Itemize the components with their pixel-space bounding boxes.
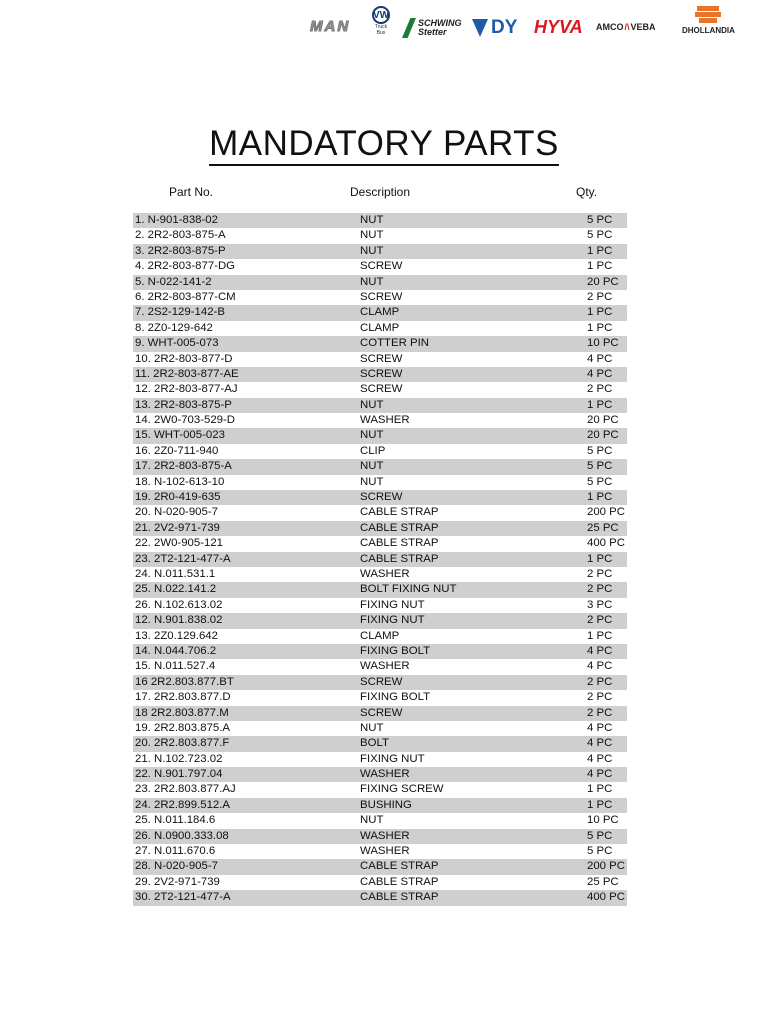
part-number: 22. 2W0-905-121	[135, 537, 224, 550]
table-row	[133, 521, 627, 536]
table-row	[133, 644, 627, 659]
quantity: 10 PC	[587, 814, 619, 827]
table-row	[133, 490, 627, 505]
quantity: 1 PC	[587, 306, 613, 319]
quantity: 5 PC	[587, 829, 613, 842]
table-row	[133, 275, 627, 290]
part-number: 7. 2S2-129-142-B	[135, 306, 225, 319]
description: FIXING BOLT	[360, 644, 431, 657]
part-number: 6. 2R2-803-877-CM	[135, 290, 236, 303]
part-number: 15. N.011.527.4	[135, 660, 216, 673]
description: NUT	[360, 814, 384, 827]
description: CABLE STRAP	[360, 860, 439, 873]
part-number: 18 2R2.803.877.M	[135, 706, 229, 719]
part-number: 21. N.102.723.02	[135, 752, 223, 765]
table-row	[133, 721, 627, 736]
table-row	[133, 782, 627, 797]
part-number: 2. 2R2-803-875-A	[135, 229, 226, 242]
part-number: 14. N.044.706.2	[135, 644, 217, 657]
quantity: 200 PC	[587, 860, 625, 873]
description: WASHER	[360, 414, 410, 427]
part-number: 12. 2R2-803-877-AJ	[135, 383, 238, 396]
quantity: 4 PC	[587, 721, 613, 734]
quantity: 1 PC	[587, 783, 613, 796]
table-row	[133, 382, 627, 397]
quantity: 1 PC	[587, 244, 613, 257]
description: BOLT	[360, 737, 389, 750]
part-number: 12. N.901.838.02	[135, 614, 223, 627]
quantity: 4 PC	[587, 737, 613, 750]
table-row	[133, 675, 627, 690]
table-row	[133, 475, 627, 490]
part-number: 5. N-022-141-2	[135, 275, 212, 288]
description: NUT	[360, 275, 384, 288]
vw-logo	[370, 6, 392, 36]
quantity: 2 PC	[587, 290, 613, 303]
part-number: 24. N.011.531.1	[135, 567, 216, 580]
quantity: 1 PC	[587, 260, 613, 273]
dhollandia-logo: DHOLLANDIA	[682, 6, 735, 35]
man-logo: MAN	[310, 18, 351, 35]
description: NUT	[360, 475, 384, 488]
description: FIXING NUT	[360, 752, 425, 765]
part-number: 15. WHT-005-023	[135, 429, 225, 442]
description: COTTER PIN	[360, 337, 429, 350]
table-row	[133, 321, 627, 336]
table-row	[133, 459, 627, 474]
part-number: 13. 2Z0.129.642	[135, 629, 218, 642]
table-row	[133, 890, 627, 905]
quantity: 5 PC	[587, 475, 613, 488]
table-row	[133, 244, 627, 259]
table-row	[133, 228, 627, 243]
vw-circle-icon: VW	[372, 6, 390, 24]
quantity: 4 PC	[587, 660, 613, 673]
description: WASHER	[360, 845, 410, 858]
description: BUSHING	[360, 798, 412, 811]
table-row	[133, 582, 627, 597]
part-number: 27. N.011.670.6	[135, 845, 216, 858]
part-number: 4. 2R2-803-877-DG	[135, 260, 236, 273]
quantity: 2 PC	[587, 614, 613, 627]
part-number: 25. N.022.141.2	[135, 583, 217, 596]
part-number: 25. N.011.184.6	[135, 814, 216, 827]
quantity: 2 PC	[587, 567, 613, 580]
quantity: 5 PC	[587, 845, 613, 858]
table-row	[133, 690, 627, 705]
table-row	[133, 336, 627, 351]
part-number: 21. 2V2-971-739	[135, 521, 220, 534]
quantity: 5 PC	[587, 460, 613, 473]
part-number: 20. 2R2.803.877.F	[135, 737, 230, 750]
description: NUT	[360, 460, 384, 473]
description: WASHER	[360, 829, 410, 842]
dhollandia-mark-icon	[693, 6, 723, 24]
description: SCREW	[360, 367, 403, 380]
amco-mark-icon: /\	[624, 22, 630, 32]
table-row	[133, 398, 627, 413]
part-number: 30. 2T2-121-477-A	[135, 891, 231, 904]
quantity: 1 PC	[587, 321, 613, 334]
vw-sub-1: Truck	[374, 24, 388, 30]
quantity: 4 PC	[587, 768, 613, 781]
quantity: 3 PC	[587, 598, 613, 611]
table-row	[133, 213, 627, 228]
description: NUT	[360, 429, 384, 442]
amco-veba-logo: AMCO /\ VEBA	[596, 22, 656, 32]
table-row	[133, 290, 627, 305]
description: WASHER	[360, 768, 410, 781]
description: CLIP	[360, 444, 386, 457]
schwing-stetter-logo	[402, 18, 462, 38]
quantity: 25 PC	[587, 875, 619, 888]
description: SCREW	[360, 260, 403, 273]
part-number: 16. 2Z0-711-940	[135, 444, 219, 457]
part-number: 3. 2R2-803-875-P	[135, 244, 226, 257]
description: FIXING BOLT	[360, 691, 431, 704]
quantity: 1 PC	[587, 798, 613, 811]
description: FIXING NUT	[360, 614, 425, 627]
table-row	[133, 813, 627, 828]
quantity: 1 PC	[587, 398, 613, 411]
table-row	[133, 613, 627, 628]
description: BOLT FIXING NUT	[360, 583, 457, 596]
description: NUT	[360, 721, 384, 734]
quantity: 1 PC	[587, 552, 613, 565]
dy-mark-icon	[472, 19, 488, 37]
table-row	[133, 598, 627, 613]
description: SCREW	[360, 675, 403, 688]
part-number: 29. 2V2-971-739	[135, 875, 220, 888]
part-number: 8. 2Z0-129-642	[135, 321, 213, 334]
part-number: 24. 2R2.899.512.A	[135, 798, 230, 811]
description: NUT	[360, 244, 384, 257]
quantity: 20 PC	[587, 429, 619, 442]
quantity: 10 PC	[587, 337, 619, 350]
table-row	[133, 875, 627, 890]
description: CABLE STRAP	[360, 506, 439, 519]
table-row	[133, 752, 627, 767]
table-row	[133, 367, 627, 382]
table-row	[133, 829, 627, 844]
table-row	[133, 305, 627, 320]
part-number: 26. N.102.613.02	[135, 598, 223, 611]
quantity: 400 PC	[587, 891, 625, 904]
schwing-mark-icon	[402, 18, 416, 38]
table-row	[133, 844, 627, 859]
quantity: 4 PC	[587, 752, 613, 765]
table-row	[133, 552, 627, 567]
table-row	[133, 859, 627, 874]
description: FIXING SCREW	[360, 783, 444, 796]
page-title: MANDATORY PARTS	[0, 124, 768, 164]
part-number: 28. N-020-905-7	[135, 860, 218, 873]
table-row	[133, 798, 627, 813]
part-number: 20. N-020-905-7	[135, 506, 218, 519]
part-number: 19. 2R2.803.875.A	[135, 721, 230, 734]
part-number: 9. WHT-005-073	[135, 337, 219, 350]
part-number: 13. 2R2-803-875-P	[135, 398, 232, 411]
quantity: 2 PC	[587, 383, 613, 396]
description: FIXING NUT	[360, 598, 425, 611]
description: SCREW	[360, 491, 403, 504]
part-number: 23. 2T2-121-477-A	[135, 552, 231, 565]
stetter-text: Stetter	[418, 27, 447, 37]
table-row	[133, 706, 627, 721]
description: SCREW	[360, 706, 403, 719]
description: CLAMP	[360, 321, 400, 334]
part-number: 17. 2R2.803.877.D	[135, 691, 231, 704]
part-number: 16 2R2.803.877.BT	[135, 675, 234, 688]
part-number: 10. 2R2-803-877-D	[135, 352, 233, 365]
quantity: 200 PC	[587, 506, 625, 519]
quantity: 4 PC	[587, 352, 613, 365]
part-number: 14. 2W0-703-529-D	[135, 414, 236, 427]
quantity: 2 PC	[587, 583, 613, 596]
description: NUT	[360, 398, 384, 411]
schwing-text: SCHWING	[418, 18, 462, 28]
column-header-qty: Qty.	[576, 185, 598, 199]
part-number: 11. 2R2-803-877-AE	[135, 367, 239, 380]
table-row	[133, 413, 627, 428]
table-row	[133, 767, 627, 782]
description: NUT	[360, 214, 384, 226]
table-row	[133, 567, 627, 582]
quantity: 2 PC	[587, 691, 613, 704]
quantity: 5 PC	[587, 214, 613, 226]
table-row	[133, 352, 627, 367]
description: WASHER	[360, 660, 410, 673]
part-number: 26. N.0900.333.08	[135, 829, 229, 842]
quantity: 4 PC	[587, 644, 613, 657]
description: CABLE STRAP	[360, 875, 439, 888]
part-number: 1. N-901-838-02	[135, 214, 218, 226]
quantity: 2 PC	[587, 675, 613, 688]
description: CABLE STRAP	[360, 891, 439, 904]
part-number: 22. N.901.797.04	[135, 768, 223, 781]
part-number: 23. 2R2.803.877.AJ	[135, 783, 236, 796]
column-header-description: Description	[350, 185, 411, 199]
description: SCREW	[360, 352, 403, 365]
description: CLAMP	[360, 306, 400, 319]
quantity: 1 PC	[587, 491, 613, 504]
table-row	[133, 444, 627, 459]
table-row	[133, 536, 627, 551]
quantity: 2 PC	[587, 706, 613, 719]
description: CABLE STRAP	[360, 521, 439, 534]
table-row	[133, 736, 627, 751]
part-number: 18. N-102-613-10	[135, 475, 225, 488]
vw-sub-2: Bus	[376, 30, 386, 36]
table-row	[133, 428, 627, 443]
table-row	[133, 659, 627, 674]
table-row	[133, 505, 627, 520]
description: SCREW	[360, 383, 403, 396]
description: CABLE STRAP	[360, 537, 439, 550]
part-number: 19. 2R0-419-635	[135, 491, 221, 504]
column-header-part-no: Part No.	[169, 185, 214, 199]
brand-logos	[306, 4, 746, 48]
quantity: 400 PC	[587, 537, 625, 550]
quantity: 4 PC	[587, 367, 613, 380]
quantity: 5 PC	[587, 444, 613, 457]
table-row	[133, 259, 627, 274]
table-row	[133, 629, 627, 644]
description: NUT	[360, 229, 384, 242]
dy-logo: DY	[472, 17, 517, 39]
quantity: 20 PC	[587, 275, 619, 288]
quantity: 20 PC	[587, 414, 619, 427]
quantity: 1 PC	[587, 629, 613, 642]
description: CABLE STRAP	[360, 552, 439, 565]
quantity: 5 PC	[587, 229, 613, 242]
hyva-logo: HYVA	[534, 17, 583, 37]
description: CLAMP	[360, 629, 400, 642]
description: SCREW	[360, 290, 403, 303]
part-number: 17. 2R2-803-875-A	[135, 460, 232, 473]
quantity: 25 PC	[587, 521, 619, 534]
description: WASHER	[360, 567, 410, 580]
parts-table	[133, 213, 627, 906]
